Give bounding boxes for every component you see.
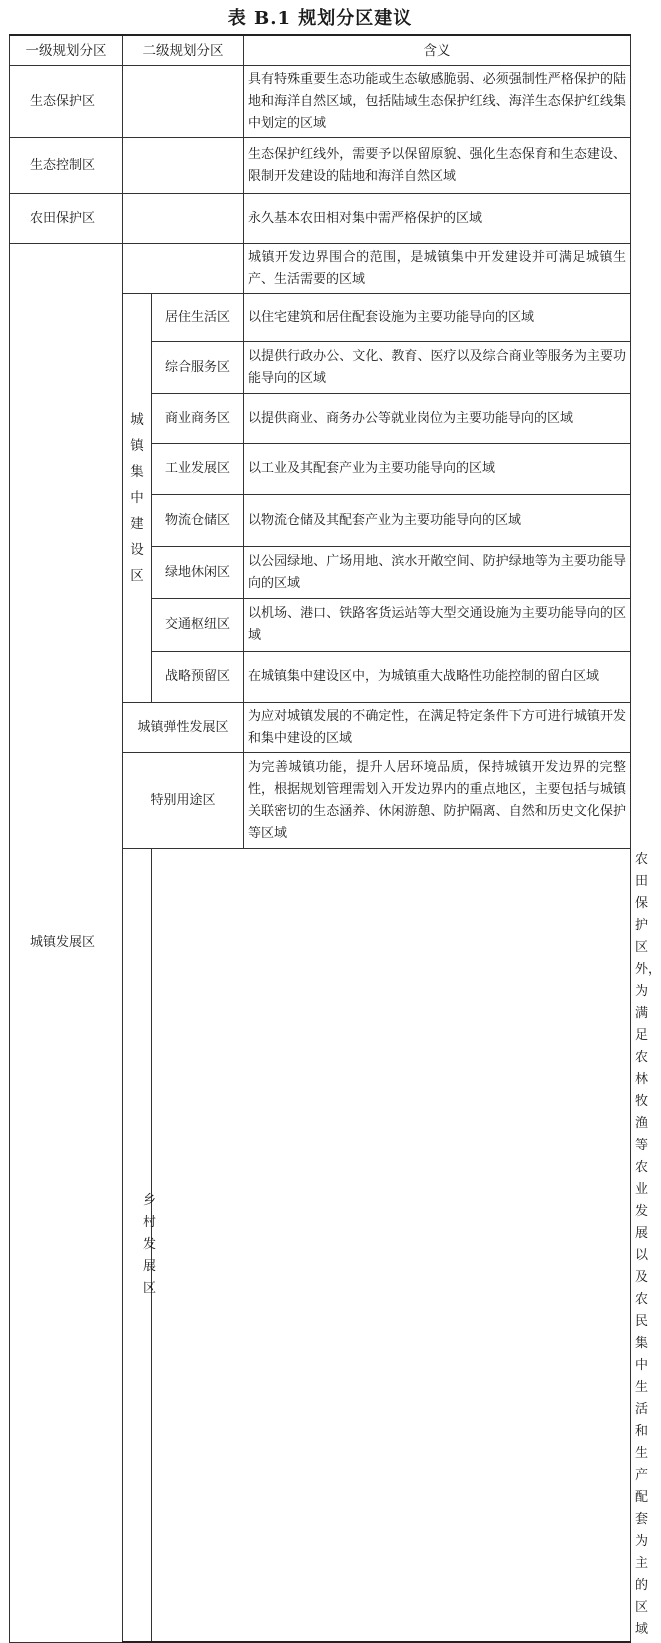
- header-level1: 一级规划分区: [10, 35, 123, 66]
- meaning-cell: 以工业及其配套产业为主要功能导向的区域: [244, 444, 631, 495]
- header-meaning: 含义: [244, 35, 631, 66]
- subzone-name: 商业商务区: [152, 394, 244, 444]
- subzone-name: 绿地休闲区: [152, 547, 244, 599]
- subzone-name: 战略预留区: [152, 652, 244, 703]
- meaning-cell: 以公园绿地、广场用地、滨水开敞空间、防护绿地等为主要功能导向的区域: [244, 547, 631, 599]
- header-row: [10, 35, 631, 66]
- table-row: [10, 66, 631, 138]
- table-row: [10, 244, 631, 294]
- meaning-cell: 以住宅建筑和居住配套设施为主要功能导向的区域: [244, 294, 631, 342]
- header-level2: 二级规划分区: [123, 35, 244, 66]
- level2-cell-empty: [123, 138, 244, 194]
- subzone-name: 综合服务区: [152, 342, 244, 394]
- subzone-name: 特别用途区: [123, 753, 244, 849]
- table-row: [10, 138, 631, 194]
- subzone-name: 工业发展区: [152, 444, 244, 495]
- level2-cell-empty: [152, 849, 631, 1643]
- meaning-cell: 以物流仓储及其配套产业为主要功能导向的区域: [244, 495, 631, 547]
- table-row: [10, 194, 631, 244]
- level1-cell-urban: 城镇发展区: [10, 244, 123, 1643]
- meaning-cell: 具有特殊重要生态功能或生态敏感脆弱、必须强制性严格保护的陆地和海洋自然区域，包括陆域生态保护红线、海洋生态保护红线集中划定的区域: [244, 66, 631, 138]
- table-title: 表 B.1 规划分区建议: [227, 8, 413, 29]
- meaning-cell: 为完善城镇功能，提升人居环境品质，保持城镇开发边界的完整性，根据规划管理需划入开发边界内的重点地区，主要包括与城镇关联密切的生态涵养、休闲游憩、防护隔离、自然和历史文化保护等区域: [244, 753, 631, 849]
- meaning-cell: 生态保护红线外，需要予以保留原貌、强化生态保育和生态建设、限制开发建设的陆地和海洋自然区域: [244, 138, 631, 194]
- meaning-cell: 在城镇集中建设区中，为城镇重大战略性功能控制的留白区域: [244, 652, 631, 703]
- subzone-name: 物流仓储区: [152, 495, 244, 547]
- meaning-cell: 城镇开发边界围合的范围，是城镇集中开发建设并可满足城镇生产、生活需要的区域: [244, 244, 631, 294]
- level1-cell: 农田保护区: [10, 194, 123, 244]
- meaning-cell: 以提供行政办公、文化、教育、医疗以及综合商业等服务为主要功能导向的区域: [244, 342, 631, 394]
- zoning-table: [9, 34, 661, 1643]
- subzone-name: 居住生活区: [152, 294, 244, 342]
- level2-cell-empty: [123, 244, 244, 294]
- level2-cell-empty: [123, 194, 244, 244]
- level1-cell: 生态保护区: [10, 66, 123, 138]
- meaning-cell: 为应对城镇发展的不确定性，在满足特定条件下方可进行城镇开发和集中建设的区域: [244, 703, 631, 753]
- concentrated-construction-zone-label: 城 镇 集 中 建 设 区: [123, 294, 152, 703]
- level2-cell-empty: [123, 66, 244, 138]
- level1-cell: 生态控制区: [10, 138, 123, 194]
- subzone-name: 交通枢纽区: [152, 599, 244, 652]
- meaning-cell: 以机场、港口、铁路客货运站等大型交通设施为主要功能导向的区域: [244, 599, 631, 652]
- meaning-cell: 以提供商业、商务办公等就业岗位为主要功能导向的区域: [244, 394, 631, 444]
- subzone-name: 城镇弹性发展区: [123, 703, 244, 753]
- table-row: 乡村发展区 农田保护区外，为满足农林牧渔等农业发展以及农民集中生活和生产配套为主的区域: [10, 849, 631, 1643]
- level1-cell: 乡村发展区: [123, 849, 152, 1643]
- meaning-cell: 永久基本农田相对集中需严格保护的区域: [244, 194, 631, 244]
